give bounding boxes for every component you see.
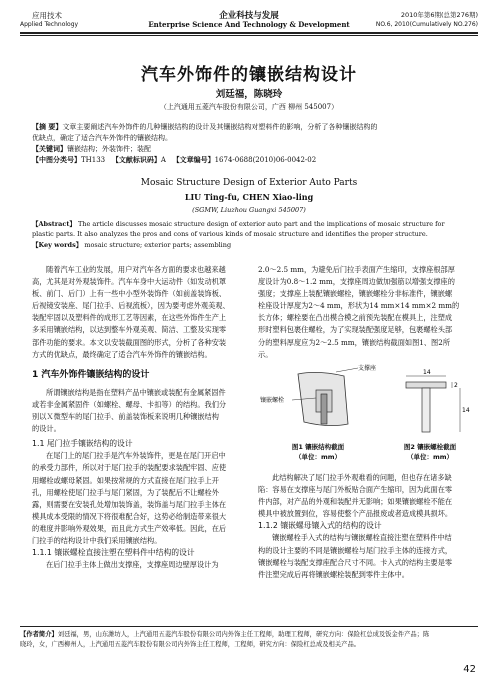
abstract-text-2: 优缺点，确定了适合汽车外饰件的镶嵌结构。 [32,134,172,142]
footnote-line-1: 刘廷福，男，山东潍坊人，上汽通用五菱汽车股份有限公司内外饰主任工程师，助理工程师，研究方向：保险杠总成及钣金件产品；陈 [57,631,430,638]
text-line: 的承受力部件，所以对于尾门拉手的装配要求装配牢固、应使 [32,463,227,473]
abstract-text-1: 文章主要阐述汽车外饰件的几种镶嵌结构的设计及其镶嵌结构对塑料件的影响，分析了各种镶嵌结构的 [62,123,378,131]
article-affiliation: （上汽通用五菱汽车股份有限公司，广西 柳州 545007） [159,103,339,111]
text-line: 所谓镶嵌结构是指在塑料产品中镶嵌或装配有金属紧固件 [46,387,226,397]
text-line: 方式的优缺点，最终确定了适合汽车外饰件的镶嵌结构。 [32,349,212,359]
article-authors: 刘廷福，陈晓玲 [215,89,283,100]
text-line: 件内部，对产品的外观和装配并无影响；如果镶嵌螺栓不能在 [258,497,453,507]
keywords-label: 【关键词】 [32,144,67,153]
text-line: 件注塑完成后再将镶嵌螺栓装配到零件主体中。 [258,569,409,579]
journal-name-en: Enterprise Science And Technology & Development [148,20,350,29]
journal-section-en: Applied Technology [20,21,79,28]
abstract-cn-line2 [32,133,472,143]
text-line: 模具成本受限的情况下将很难配合好，这势必给制造带来很大 [32,511,227,521]
english-abstract [32,220,472,230]
text-line: 后视镜安装座、尾门拉手、后视流板），因为要考虑外观美观、 [32,301,230,311]
definition-paragraph [32,387,244,435]
text-line: 的设计。 [32,424,61,434]
bolt-shape [321,394,327,424]
keywords-text: 镶嵌结构；外装饰件；装配 [67,145,151,153]
article-id-label: 【文章编号】 [172,155,215,164]
figure-2-diagram [390,368,472,438]
text-line: 随着汽车工业的发展，用户对汽车各方面的要求也越来越 [46,265,226,274]
figure-1-diagram [258,364,378,438]
english-abstract-label: 【Abstract】 [32,220,76,228]
footnote-label: 【作者简介】 [20,631,58,638]
cls-label: 【中图分类号】 [32,155,81,164]
text-line: 镶嵌螺栓与装配支撑座配合尺寸不同。卡入式的结构主要是零 [258,557,453,567]
text-line: 模具中被放置到位，容易使整个产品报废或者造成模具损坏。 [258,509,453,519]
english-keywords-text: mosaic structure; exterior parts; assembling [84,241,232,249]
english-affiliation: (SGMW, Liuzhou Guangxi 545007) [192,206,306,214]
classification-line [32,155,472,165]
text-line: 长方体；螺栓要在凸出模合模之前预先装配在模具上，注塑成 [258,313,453,323]
cls-value: TH133 [81,156,106,164]
section-heading-1-1-1: 1.1.1 镶嵌螺栓直接注塑在塑料件中结构的设计 [32,548,195,558]
issue-info-en: NO.6, 2010(Cumulatively NO.276) [375,21,478,28]
abstract-cn [32,122,472,132]
article-id-value: 1674-0688(2010)06-0042-02 [214,156,317,164]
text-line: 度设计为0.8～1.2 mm，支撑座周边做加强筋以增强支撑座的 [258,277,455,287]
author-footnote [20,630,478,650]
text-line: 强度；支撑座上装配镶嵌螺栓，镶嵌螺栓分非标准件，镶嵌螺 [258,289,453,299]
fig2-caption-title: 图2 镶嵌螺栓截面 [403,443,457,451]
section-heading-1: 1 汽车外饰件镶嵌结构的设计 [32,369,150,380]
dim-2: 2 [454,382,458,389]
text-line: 示。 [258,349,273,359]
text-line: 别以Ｘ微型车的尾门拉手、前盖装饰板来说明几种镶嵌结构 [32,412,219,422]
english-keywords [32,241,472,251]
keywords-cn [32,144,472,154]
bolt-shank-shape [422,388,430,432]
figure-1-caption [268,442,368,462]
text-line: 门拉手的结构设计中我们采用镶嵌结构。 [32,535,162,545]
text-line: 高，尤其是对外观装饰件。汽车车身中大运动件（如发动机罩 [32,277,227,287]
text-line: 多采用镶嵌结构，以达到整车外观美观、简洁、工整及实现零 [32,325,227,335]
english-title: Mosaic Structure Design of Exterior Auto Parts [140,178,358,188]
right-column-top [258,264,470,361]
text-line: 镶嵌螺栓手入式的结构与镶嵌螺栓直接注塑在塑料件中结 [272,533,452,543]
doc-value: A [160,156,166,164]
text-line: 的难度并影响外观效果，而且此方式生产效率低。因此，在后 [32,523,227,533]
english-authors: LIU Ting-fu, CHEN Xiao-ling [184,192,314,202]
footnote-rule [20,626,478,627]
text-line: 部件功能的要求。本文以安装截面图的形式，分析了各种安装 [32,337,227,347]
english-abstract-2: plastic parts. It also analyzes the pros and cons of various kinds of mosaic structure and identifies the proper structure. [32,230,428,238]
tailgate-paragraph [32,450,244,547]
dim-14-side: 14 [462,407,470,414]
text-line: 用螺栓或螺母紧固。如果按常规的方式直接在尾门拉手上开 [32,475,219,485]
text-line: 栓座设计厚度为2～4 mm，形状为14 mm×14 mm×2 mm的 [258,301,460,311]
leader-line [336,368,358,372]
abstract-label: 【摘 要】 [32,122,63,131]
bolt-head-shape [406,382,446,388]
header-rule-thick [20,32,478,34]
text-line: 此结构解决了尾门拉手外观难看的问题，但也存在诸多缺 [272,473,452,482]
label-support-seat: 支撑座 [358,365,377,372]
text-line: 构的设计主要的不同是镶嵌螺栓与尾门拉手主体的连接方式， [258,545,453,555]
english-keywords-label: 【Key words】 [32,241,83,249]
fig2-caption-unit: （单位：mm） [406,453,454,461]
figure-2-caption [384,442,476,462]
text-line: 陷：容易在支撑座与尾门外板贴合面产生缩印，因为此面在零 [258,485,453,495]
intro-paragraph [32,264,244,361]
text-line: 在后门拉手主体上做出支撑座，支撑座周边壁厚设计为 [46,560,219,570]
text-line: 在尾门上的尾门拉手是汽车外装饰件，更是在尾门开启中 [46,451,226,461]
journal-name-cn: 企业科技与发展 [219,11,279,21]
text-line: 露，则需要在安装孔处增加装饰盖，装饰盖与尾门拉手主体在 [32,499,227,509]
article-title: 汽车外饰件的镶嵌结构设计 [141,65,357,85]
text-line: 分的塑料厚度应为2～2.5 mm，镶嵌结构截面如图1、图2所 [258,337,451,347]
right-column-bottom [258,472,470,581]
text-line: 板、前门、后门）上有一些中小型外装饰件（如前盖装饰板、 [32,289,227,299]
doc-label: 【文献标识码】 [111,155,161,164]
dim-14-top: 14 [423,369,431,376]
label-insert-bolt: 镶嵌螺栓 [260,397,285,404]
text-line: 形时塑料包裹住螺栓，为了实现装配强度足够，包裹螺栓头部 [258,325,453,335]
english-abstract-line2 [32,230,472,240]
fig1-caption-unit: （单位：mm） [294,453,342,461]
text-line: 2.0～2.5 mm，为避免后门拉手表面产生缩印，支撑座根部厚 [258,265,455,274]
issue-info-cn: 2010年第6期(总第276期) [400,11,478,19]
text-line: 装配牢固以及塑料件的成形工艺等因素，在这些外饰件生产上 [32,313,227,323]
footnote-line-2: 晓玲，女，广西柳州人，上汽通用五菱汽车股份有限公司内外饰主任工程师，工程师，研究方向：保险杠总成及相关产品。 [20,641,361,648]
left-column [32,264,244,571]
section-heading-1-1: 1.1 尾门拉手镶嵌结构的设计 [32,439,133,449]
header-rule-thin [20,35,478,36]
text-line: 或若非金属紧固件（如螺栓、螺母、卡扣等）的结构。我们分 [32,399,227,409]
fig1-caption-title: 图1 镶嵌结构截面 [291,443,345,451]
journal-section-cn: 应用技术 [32,11,62,20]
section-heading-1-1-2: 1.1.2 镶嵌螺母镶入式的结构的设计 [258,521,382,531]
english-abstract-1: The article discusses mosaic structure design of exterior auto part and the implications of mosaic structure for [77,220,445,228]
page-number: 42 [463,664,476,675]
text-line: 孔，用螺栓使尾门拉手与尾门紧固，为了装配后不让螺栓外 [32,487,219,497]
